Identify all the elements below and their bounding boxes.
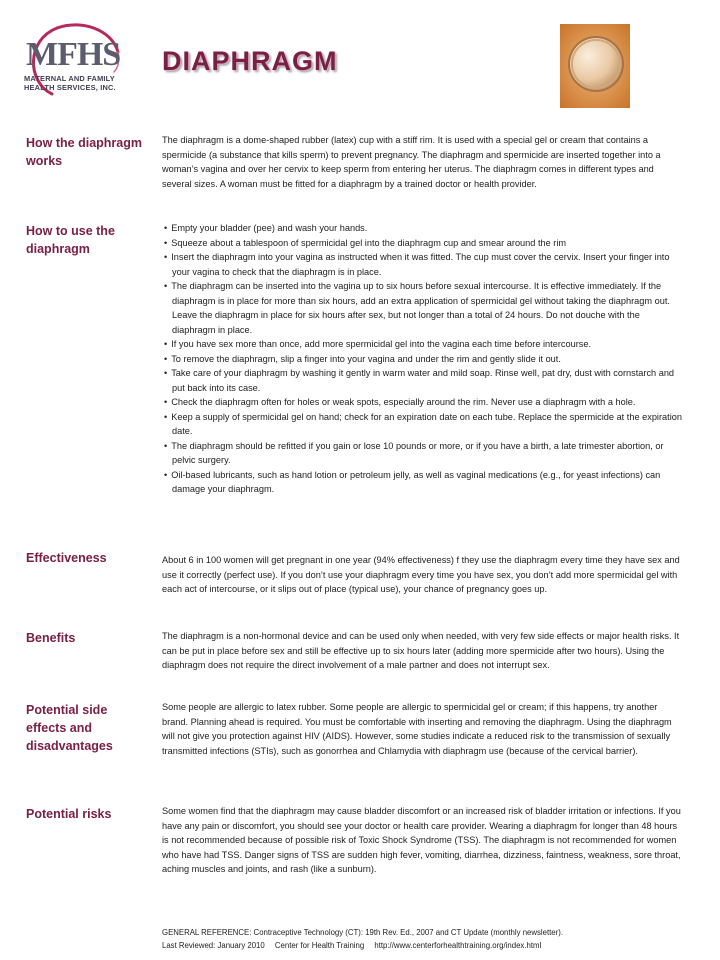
section-label-side-effects: Potential side effects and disadvantages [26, 703, 113, 753]
list-item: • Insert the diaphragm into your vagina as instructed when it was fitted. The cup must cover the cervix. Insert your finger into your vagina to check that the diaphragm is in place. [162, 250, 684, 279]
logo-acronym: MFHS [26, 36, 121, 73]
diaphragm-photo [560, 24, 630, 108]
logo [22, 22, 124, 102]
page-title: DIAPHRAGM [162, 46, 338, 76]
section-body-potential-risks: Some women find that the diaphragm may cause bladder discomfort or an increased risk of bladder irritation or infections. If you have any pain or discomfort, you should see your doctor or health care provider. Wearing a diaphragm for longer than 48 hours is not recommended because of possible risk of Toxic Shock Syndrome (TSS). The diaphragm is not recommended for women who have had TSS. Danger signs of TSS are sudden high fever, vomiting, diarrhea, dizziness, faintness, weakness, sore throat, aching muscles and joints, and rash (like a sunburn). [162, 806, 681, 874]
list-item: • Squeeze about a tablespoon of spermicidal gel into the diaphragm cup and smear around the rim [162, 236, 684, 251]
section-body-benefits: The diaphragm is a non-hormonal device and can be used only when needed, with very few side effects or major health risks. It can be put in place before sex and still be effective up to six hours later (adding more spermicide after two hours). Using the diaphragm does not require the direct involvement of a male partner and does not interrupt sex. [162, 631, 680, 670]
list-item: • To remove the diaphragm, slip a finger into your vagina and under the rim and gently slide it out. [162, 352, 684, 367]
list-item: • Empty your bladder (pee) and wash your hands. [162, 221, 684, 236]
general-reference: GENERAL REFERENCE: Contraceptive Technology (CT): 19th Rev. Ed., 2007 and CT Update (monthly newsletter). [162, 928, 563, 937]
section-label-benefits: Benefits [26, 631, 76, 645]
list-item: • If you have sex more than once, add more spermicidal gel into the vagina each time before intercourse. [162, 337, 684, 352]
section-label-how-it-works: How the diaphragm works [26, 136, 142, 168]
section-label-how-to-use: How to use the diaphragm [26, 224, 115, 256]
list-item: • Oil-based lubricants, such as hand lotion or petroleum jelly, as well as vaginal medications (e.g., for yeast infections) can damage your diaphragm. [162, 468, 684, 497]
section-body-how-it-works: The diaphragm is a dome-shaped rubber (latex) cup with a stiff rim. It is used with a special gel or cream that contains a spermicide (a substance that kills sperm) to prevent pregnancy. The diaphragm and spermicide are inserted together into a woman’s vagina and over her cervix to keep sperm from entering her uterus. The diaphragm comes in different types and several sizes. A woman must be fitted for a diaphragm by a trained doctor or health provider. [162, 135, 661, 189]
list-item: • Take care of your diaphragm by washing it gently in warm water and mild soap. Rinse well, pat dry, dust with cornstarch and put back into its case. [162, 366, 684, 395]
list-item: • Keep a supply of spermicidal gel on hand; check for an expiration date on each tube. Replace the spermicide at the expiration date. [162, 410, 684, 439]
list-item: • Check the diaphragm often for holes or weak spots, especially around the rim. Never use a diaphragm with a hole. [162, 395, 684, 410]
section-body-effectiveness: About 6 in 100 women will get pregnant in one year (94% effectiveness) f they use the diaphragm every time they have sex and use it correctly (perfect use). If you don’t use your diaphragm every time you have sex, you don’t add more spermicidal gel with each act of intercourse, or it slips out of place (typical use), your chance of pregnancy goes up. [162, 555, 680, 594]
center-name: Center for Health Training [274, 940, 365, 950]
logo-organization: MATERNAL AND FAMILY HEALTH SERVICES, INC. [24, 74, 116, 92]
last-reviewed: Last Reviewed: January 2010 [162, 940, 265, 950]
list-item: • The diaphragm can be inserted into the vagina up to six hours before sexual intercourse. It is effective immediately. If the diaphragm is in place for more than six hours, add an extra application of spermicidal gel without taking the diaphragm out. Leave the diaphragm in place for six hours after sex, but not longer than a total of 24 hours. Do not douche with the diaphragm in place. [162, 279, 684, 337]
center-url[interactable]: http://www.centerforhealthtraining.org/index.html [374, 940, 542, 950]
footer-review-line [162, 940, 702, 953]
section-body-how-to-use [162, 221, 684, 497]
section-body-side-effects: Some people are allergic to latex rubber. Some people are allergic to spermicidal gel or cream; if this happens, try another brand. Planning ahead is required. You must be comfortable with inserting and removing the diaphragm. Using the diaphragm will not give you protection against HIV (AIDS). However, some studies indicate a reduced risk to the transmission of sexually transmitted infections (STIs), such as gonorrhea and Chlamydia with diaphragm use (because of the cervical barrier). [162, 702, 672, 756]
section-label-potential-risks: Potential risks [26, 807, 112, 821]
how-to-use-list [162, 221, 684, 497]
section-label-effectiveness: Effectiveness [26, 551, 107, 565]
footer [162, 927, 702, 952]
list-item: • The diaphragm should be refitted if you gain or lose 10 pounds or more, or if you have a birth, a late trimester abortion, or pelvic surgery. [162, 439, 684, 468]
